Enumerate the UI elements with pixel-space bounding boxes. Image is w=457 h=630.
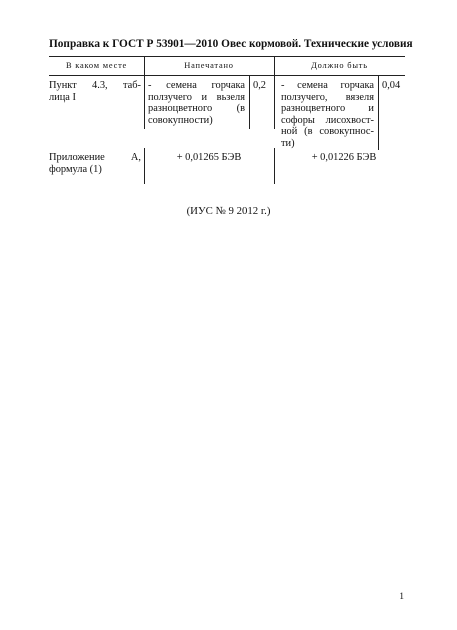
row1-divider-printed-value [249,75,250,129]
correct-text-line: ной (в совокупнос- [281,126,374,138]
correct-text-line: - семена горчака [281,80,374,91]
correct-text-line: софоры лисохвост- [281,114,374,126]
row1-divider-correct [274,75,275,129]
row1-place [49,80,141,103]
row2-place [49,152,141,175]
row1-divider-correct-value [378,75,379,150]
printed-text-line: - семена горчака [148,80,245,91]
header-correct: Должно быть [311,61,368,70]
table-header-rule [49,75,405,76]
row2-correct-formula: + 0,01226 БЭВ [311,152,377,163]
row1-printed-value: 0,2 [253,80,266,91]
row1-correct-value: 0,04 [382,80,401,91]
printed-text-line: совокупности) [148,114,213,126]
row2-place-line: Приложение А, [49,152,141,163]
printed-text-line: разноцветного (в [148,103,245,115]
header-place: В каком месте [65,61,128,70]
row1-place-line: лица I [49,91,76,103]
correct-text-line: ти) [281,137,295,149]
correct-text-line: разноцветного и [281,103,374,115]
correct-text-line: ползучего, вязеля [281,91,374,103]
row1-place-line: Пункт 4.3, таб- [49,80,141,91]
row2-place-line: формула (1) [49,163,102,175]
page-title: Поправка к ГОСТ Р 53901—2010 Овес кормовой. Технические условия [49,38,413,50]
change-notice-reference: (ИУС № 9 2012 г.) [186,205,271,217]
row1-divider-place [144,75,145,129]
printed-text-line: ползучего и вьзеля [148,91,245,103]
page-number: 1 [399,591,404,602]
row1-printed-text [148,80,245,126]
header-printed: Напечатано [184,61,234,70]
table-top-rule [49,56,405,57]
row2-printed-formula: + 0,01265 БЭВ [176,152,242,163]
row1-correct-text [281,80,374,150]
